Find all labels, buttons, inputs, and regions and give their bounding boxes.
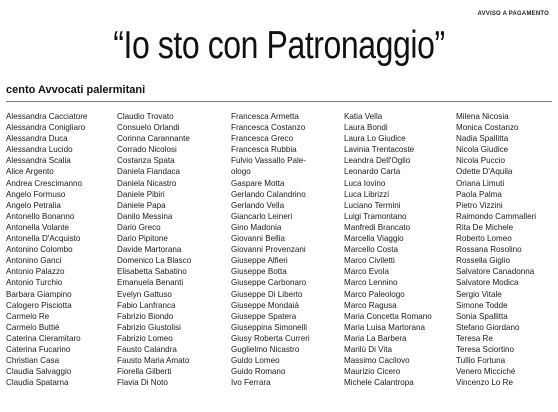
lawyer-name: Angelo Formuso [6, 189, 66, 199]
lawyer-name: Antonella D'Acquisto [6, 234, 81, 244]
lawyer-name: Consuelo Orlandi [117, 123, 180, 133]
lawyer-name: Maria La Barbera [344, 333, 407, 343]
lawyer-name: Giuseppe Botta [231, 267, 287, 277]
lawyer-name: Katia Vella [344, 112, 383, 121]
lawyer-name: Rossana Rosolino [456, 245, 522, 255]
lawyer-name: Fabrizio Biondo [117, 311, 174, 321]
name-column-1 [6, 111, 117, 388]
lawyer-name: Alessandra Scalia [6, 156, 71, 166]
lawyer-name: Flavia Di Noto [117, 378, 168, 388]
lawyer-name: Guglielmo Nicastro [231, 344, 300, 354]
lawyer-name: Guido Romano [231, 367, 286, 377]
lawyer-name: Pietro Vizzini [456, 200, 503, 210]
lawyer-name: Francesca Rubbia [231, 145, 297, 155]
lawyer-name: Tullio Fortuna [456, 356, 506, 366]
lawyer-name: Marco Paleologo [344, 289, 405, 299]
lawyer-name: Claudio Trovato [117, 112, 174, 121]
lawyer-name: Milena Nicosia [456, 112, 509, 121]
lawyer-name: Caterina Cieramitaro [6, 333, 81, 343]
paid-notice-label: AVVISO A PAGAMENTO [477, 11, 549, 17]
divider [6, 101, 552, 102]
lawyer-name: Fabio Lanfranca [117, 300, 176, 310]
lawyer-name: Fausto Maria Amato [117, 356, 190, 366]
lawyer-name: Odette D'Aquila [456, 167, 513, 177]
lawyer-name: Salvatore Canadonna [456, 267, 535, 277]
lawyer-name: Christian Casa [6, 356, 60, 366]
lawyer-name: Fulvio Vassallo Pale- [231, 156, 306, 166]
lawyer-name: Maurizio Cicero [344, 367, 401, 377]
lawyer-name: Marco Lennino [344, 278, 398, 288]
lawyer-name: Paola Palma [456, 189, 502, 199]
lawyer-name: Alessandra Duca [6, 134, 68, 144]
lawyer-name: Angelo Petralia [6, 200, 61, 210]
lawyer-name: Gaspare Motta [231, 178, 285, 188]
lawyer-name: Dario Pipitone [117, 234, 168, 244]
lawyer-name: Gerlando Calandrino [231, 189, 306, 199]
lawyer-name: Antonino Colombo [6, 245, 73, 255]
lawyer-name: Venero Micciché [456, 367, 516, 377]
lawyer-name: Luca Librizzi [344, 189, 389, 199]
lawyer-name: Giuseppe Di Liberto [231, 289, 303, 299]
lawyer-name: Caterina Fucarino [6, 344, 71, 354]
lawyer-name: Simone Todde [456, 300, 508, 310]
lawyer-name: Vincenzo Lo Re [456, 378, 513, 388]
lawyer-name: Marco Ragusa [344, 300, 397, 310]
lawyer-name: Alice Argento [6, 167, 54, 177]
lawyer-name: Domenico La Blasco [117, 256, 192, 266]
lawyer-name: Elisabetta Sabatino [117, 267, 187, 277]
lawyer-name: Giovanni Provenzani [231, 245, 306, 255]
lawyer-name: Corinna Carannante [117, 134, 190, 144]
lawyer-name: Sergio Vitale [456, 289, 502, 299]
lawyer-name: Giuseppe Carbonaro [231, 278, 307, 288]
lawyer-name: Nicola Giudice [456, 145, 509, 155]
lawyer-name: Giusy Roberta Curreri [231, 333, 310, 343]
lawyer-name: Calogero Pisciotta [6, 300, 72, 310]
names-list [6, 111, 558, 388]
lawyer-name: Gino Madonia [231, 222, 282, 232]
lawyer-name: Ivo Ferrara [231, 378, 271, 388]
lawyer-name: Manfredi Brancato [344, 222, 411, 232]
lawyer-name: Claudia Spatarna [6, 378, 69, 388]
lawyer-name: Daniela Nicastro [117, 178, 177, 188]
lawyer-name: Rita De Michele [456, 222, 514, 232]
lawyer-name: Dario Greco [117, 222, 161, 232]
name-column-2 [117, 111, 231, 388]
lawyer-name: Antonello Bonanno [6, 211, 75, 221]
name-column-3 [231, 111, 344, 388]
lawyer-name: Giancarlo Leineri [231, 211, 293, 221]
lawyer-name: Claudia Salvaggio [6, 367, 72, 377]
lawyer-name: Alessandra Conigliaro [6, 123, 86, 133]
lawyer-name: Maria Luisa Martorana [344, 322, 425, 332]
lawyer-name: Francesca Armetta [231, 112, 299, 121]
lawyer-name: Carmelo Buttiè [6, 322, 60, 332]
lawyer-name: Giuseppina Simonelli [231, 322, 308, 332]
lawyer-name: Fabrizio Giustolisi [117, 322, 181, 332]
headline: “Io sto con Patronaggio” [113, 24, 445, 67]
lawyer-name: Fabrizio Lomeo [117, 333, 173, 343]
lawyer-name: Daniele Pibiri [117, 189, 165, 199]
lawyer-name: Alessandra Cacciatore [6, 112, 88, 121]
lawyer-name: Francesca Costanzo [231, 123, 306, 133]
lawyer-name: Teresa Sciortino [456, 344, 515, 354]
lawyer-name: Stefano Giordano [456, 322, 520, 332]
lawyer-name: Oriana Limuti [456, 178, 505, 188]
lawyer-name: Corrado Nicolosi [117, 145, 177, 155]
lawyer-name: Rossella Giglio [456, 256, 510, 266]
lawyer-name: Barbara Giampino [6, 289, 72, 299]
lawyer-name: Teresa Re [456, 333, 493, 343]
lawyer-name: ologo [231, 167, 251, 177]
lawyer-name: Roberto Lomeo [456, 234, 512, 244]
lawyer-name: Andrea Crescimanno [6, 178, 83, 188]
lawyer-name: Luca Iovino [344, 178, 386, 188]
lawyer-name: Giovanni Bellia [231, 234, 285, 244]
lawyer-name: Danilo Messina [117, 211, 173, 221]
lawyer-name: Emanuela Benanti [117, 278, 184, 288]
lawyer-name: Luigi Tramontano [344, 211, 407, 221]
lawyer-name: Michele Calantropa [344, 378, 414, 388]
lawyer-name: Leandra Dell'Oglio [344, 156, 411, 166]
name-column-4 [344, 111, 456, 388]
lawyer-name: Lavinia Trentacoste [344, 145, 415, 155]
lawyer-name: Gerlando Vella [231, 200, 285, 210]
lawyer-name: Antonella Volante [6, 222, 70, 232]
lawyer-name: Evelyn Gattuso [117, 289, 172, 299]
lawyer-name: Guido Lomeo [231, 356, 280, 366]
lawyer-name: Maria Concetta Romano [344, 311, 432, 321]
lawyer-name: Alessandra Lucido [6, 145, 73, 155]
lawyer-name: Massimo Cacilovo [344, 356, 410, 366]
lawyer-name: Fiorella Gilberti [117, 367, 172, 377]
lawyer-name: Antonio Turchio [6, 278, 63, 288]
lawyer-name: Nicola Puccio [456, 156, 506, 166]
lawyer-name: Laura Bondi [344, 123, 388, 133]
lawyer-name: Francesca Greco [231, 134, 294, 144]
lawyer-name: Giuseppe Alfieri [231, 256, 288, 266]
lawyer-name: Laura Lo Giudice [344, 134, 406, 144]
lawyer-name: Luciano Termini [344, 200, 401, 210]
lawyer-name: Salvatore Modica [456, 278, 519, 288]
lawyer-name: Fausto Calandra [117, 344, 177, 354]
name-column-5 [456, 111, 558, 388]
lawyer-name: Davide Martorana [117, 245, 182, 255]
lawyer-name: Antonino Ganci [6, 256, 62, 266]
lawyer-name: Daniela Fiandaca [117, 167, 180, 177]
lawyer-name: Monica Costanzo [456, 123, 519, 133]
lawyer-name: Antonio Palazzo [6, 267, 65, 277]
lawyer-name: Daniele Papa [117, 200, 166, 210]
lawyer-name: Giuseppe Mondaià [231, 300, 299, 310]
lawyer-name: Raimondo Cammalleri [456, 211, 537, 221]
lawyer-name: Marcello Costa [344, 245, 398, 255]
lawyer-name: Marcella Viaggio [344, 234, 404, 244]
lawyer-name: Leonardo Carta [344, 167, 401, 177]
lawyer-name: Sonia Spallitta [456, 311, 508, 321]
lawyer-name: Giuseppe Spatera [231, 311, 297, 321]
lawyer-name: Marco Evola [344, 267, 389, 277]
subheading: cento Avvocati palermitani [6, 84, 146, 96]
lawyer-name: Marilù Di Vita [344, 344, 392, 354]
lawyer-name: Marco Civiletti [344, 256, 395, 266]
lawyer-name: Carmelo Re [6, 311, 50, 321]
lawyer-name: Costanza Spata [117, 156, 175, 166]
lawyer-name: Nadia Spallitta [456, 134, 509, 144]
